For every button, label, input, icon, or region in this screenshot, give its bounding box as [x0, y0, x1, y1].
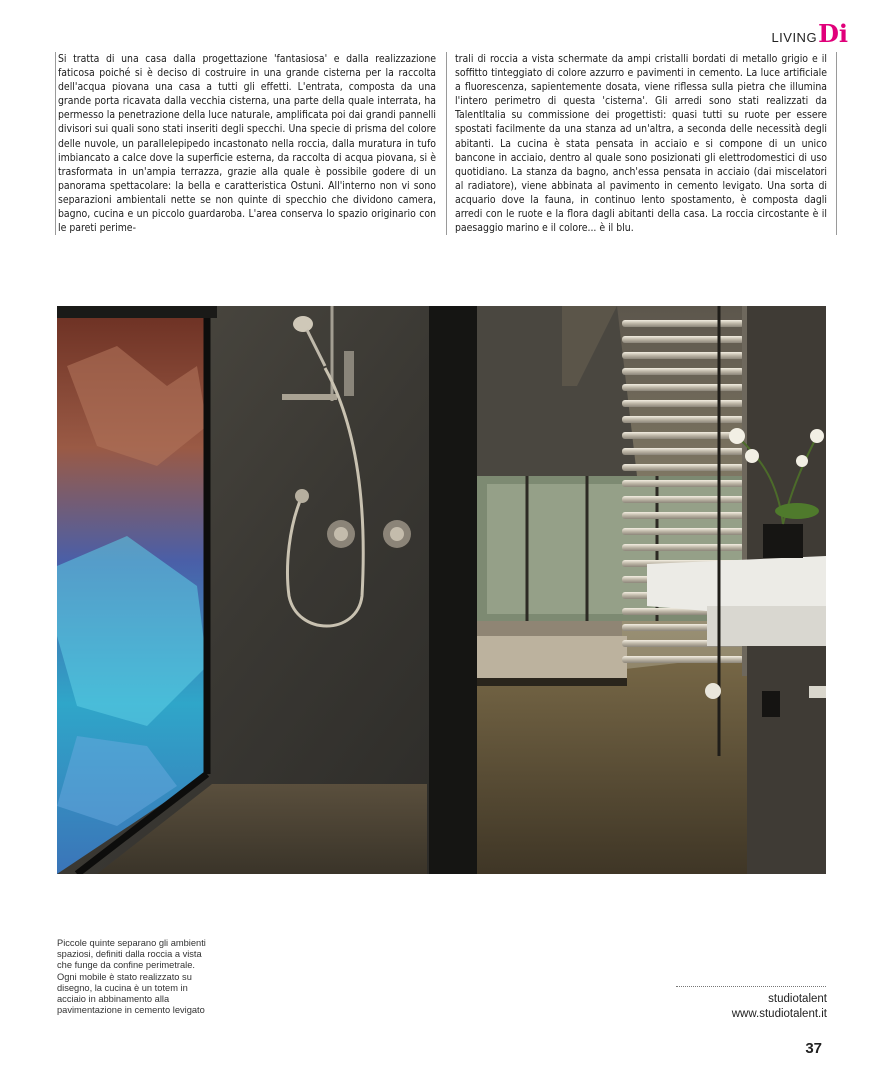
logo-living-text: LIVING [771, 30, 818, 46]
interior-photo [57, 306, 826, 874]
article-column-2: trali di roccia a vista schermate da ampi cristalli bordati di metallo grigio e il soffitto tinteggiato di colore azzurro e pavimenti in cemento. La luce artificiale a fluorescenza, sapientemente dosata, viene riflessa sulla pietra che illumina l'intero perimetro di questa 'cisterna'. Gli arredi sono stati realizzati da TalentItalia su commissione dei progettisti: quasi tutti su ruote per essere spostati facilmente da una stanza ad un'altra, a seconda delle necessità degli abitanti. La cucina è stata pensata in acciaio e si compone di un unico bancone in acciaio, dentro al quale sono posizionati gli elettrodomestici di uso quotidiano. La stanza da bagno, anch'essa pensata in acciaio (dai miscelatori al radiatore), viene abbinata al pavimento in cemento levigato. Una sorta di acquario dove la fauna, in continuo lento spostamento, è composta dagli arredi con le ruote e la flora dagli abitanti della casa. La roccia circostante è il paesaggio marino e il colore... è il blu. [446, 52, 827, 235]
credit-name: studiotalent [768, 993, 827, 1005]
page-number: 37 [805, 1040, 822, 1057]
photo-caption: Piccole quinte separano gli ambienti spaziosi, definiti dalla roccia a vista che funge da confine perimetrale. Ogni mobile è stato realizzato su disegno, la cucina è un totem in acciaio in abbinamento alla pavimentazione in cemento levigato [57, 938, 206, 1016]
credit-url[interactable]: www.studiotalent.it [731, 1008, 827, 1020]
footer-divider [676, 986, 826, 987]
magazine-logo [771, 19, 848, 48]
logo-di-text: Di [818, 19, 848, 48]
article-column-1: Si tratta di una casa dalla progettazione 'fantasiosa' e dalla realizzazione faticosa poiché si è deciso di costruire in una grande cisterna per la raccolta dell'acqua piovana una casa a tutti gli effetti. L'entrata, composta da una grande porta ricavata dalla vecchia cisterna, una parte della quale interrata, ha permesso la penetrazione della luce naturale, amplificata poi dai grandi pannelli divisori sui quali sono stati inseriti degli specchi. Una specie di prisma del colore delle nuvole, un parallelepipedo incastonato nella roccia, dalla muratura in tufo imbiancato a calce dove la superficie esterna, da raccolta di acqua piovana, si è trasformata in un'ampia terrazza, grazie alla quale è possibile godere di un panorama spettacolare: la bella e caratteristica Ostuni. All'interno non vi sono separazioni ambientali nette se non quinte di specchio che dividono camera, bagno, cucina e un piccolo guardaroba. L'area conserva lo spazio originario con le pareti perime- [58, 52, 444, 235]
